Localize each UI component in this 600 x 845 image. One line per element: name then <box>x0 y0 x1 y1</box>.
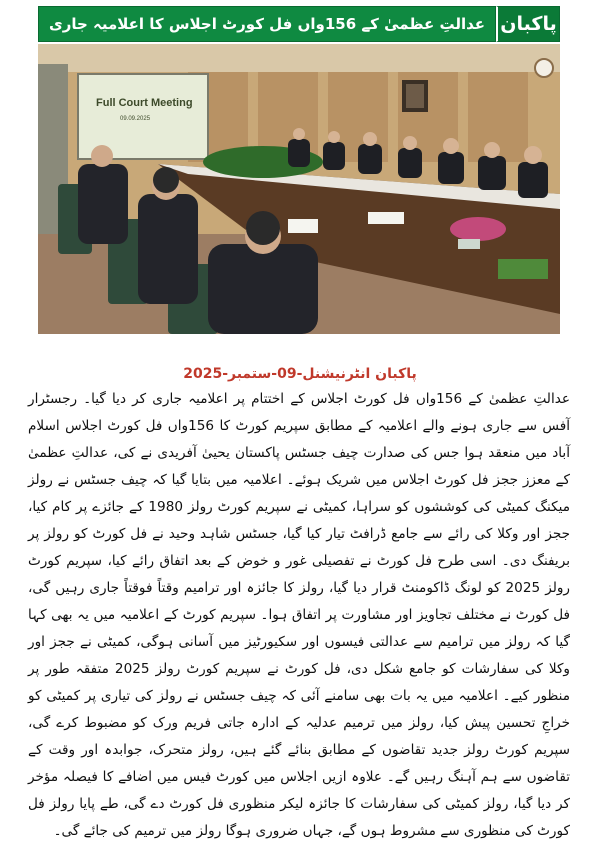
header-bar <box>38 6 560 42</box>
slide-subtitle: 09.09.2025 <box>120 116 151 122</box>
headline: عدالتِ عظمیٰ کے 156واں فل کورٹ اجلاس کا اعلامیہ جاری <box>38 6 496 42</box>
slide-title: Full Court Meeting <box>96 97 193 109</box>
article-body: عدالتِ عظمیٰ کے 156واں فل کورٹ اجلاس کے اختتام پر اعلامیہ جاری کر دیا گیا۔ رجسٹرار آفس سے جاری ہونے والے اعلامیہ کے مطابق سپریم کورٹ کا 156واں فل کورٹ اجلاس اسلام آباد میں منعقد ہوا جس کی صدارت چیف جسٹس پاکستان یحییٰ آفریدی نے کی، عدالتِ عظمیٰ کے معزز ججز فل کورٹ اجلاس میں شریک ہوئے۔ اعلامیہ میں بتایا گیا کہ چیف جسٹس نے رولز میکنگ کمیٹی کی کوششوں کو سراہا، کمیٹی نے سپریم کورٹ رولز 1980 کے جائزے پر کام کیا، ججز اور وکلا کی رائے سے جامع ڈرافٹ تیار کیا گیا، جسٹس شاہد وحید نے فل کورٹ کو رولز پر بریفنگ دی۔ اسی طرح فل کورٹ نے تفصیلی غور و خوض کے بعد اتفاق رائے کیا، سپریم کورٹ رولز 2025 کو لونگ ڈاکومنٹ قرار دیا گیا، رولز کا جائزہ اور ترامیم وقتاً فوقتاً جاری رہیں گی، فل کورٹ نے مختلف تجاویز اور مشاورت پر اتفاق ہوا۔ سپریم کورٹ کے اعلامیہ میں یہ بھی کہا گیا کہ رولز میں ترامیم سے عدالتی فیسوں اور سکیورٹیز میں آسانی ہوگی، کمیٹی نے ججز اور وکلا کی سفارشات کو جامع شکل دی، فل کورٹ نے سپریم کورٹ رولز 2025 متفقہ طور پر منظور کیے۔ اعلامیہ میں یہ بات بھی سامنے آئی کہ چیف جسٹس نے رولز کی تیاری پر کمیٹی کو خراجِ تحسین پیش کیا، رولز میں ترمیم عدلیہ کے ادارہ جاتی فریم ورک کو مضبوط کرے گی، سپریم کورٹ رولز جدید تقاضوں کے مطابق بنائے گئے ہیں، رولز متحرک، جوابدہ اور وقت کے تقاضوں سے ہم آہنگ رہیں گے۔ علاوہ ازیں اجلاس میں کورٹ فیس میں اضافے کا فیصلہ مؤخر کر دیا گیا، رولز کمیٹی کی سفارشات کا جائزہ لیکر منظوری فل کورٹ دے گی، طے پایا رولز فل کورٹ کی منظوری سے مشروط ہوں گے، جہاں ضروری ہوگا رولز میں ترمیم کی جائے گی۔ <box>28 391 570 839</box>
dateline: پاکبان انٹرنیشنل-09-ستمبر-2025 <box>183 366 417 382</box>
news-photo <box>38 44 560 334</box>
brand-logo: پاکبان <box>496 6 560 42</box>
wall-clock <box>535 59 553 77</box>
